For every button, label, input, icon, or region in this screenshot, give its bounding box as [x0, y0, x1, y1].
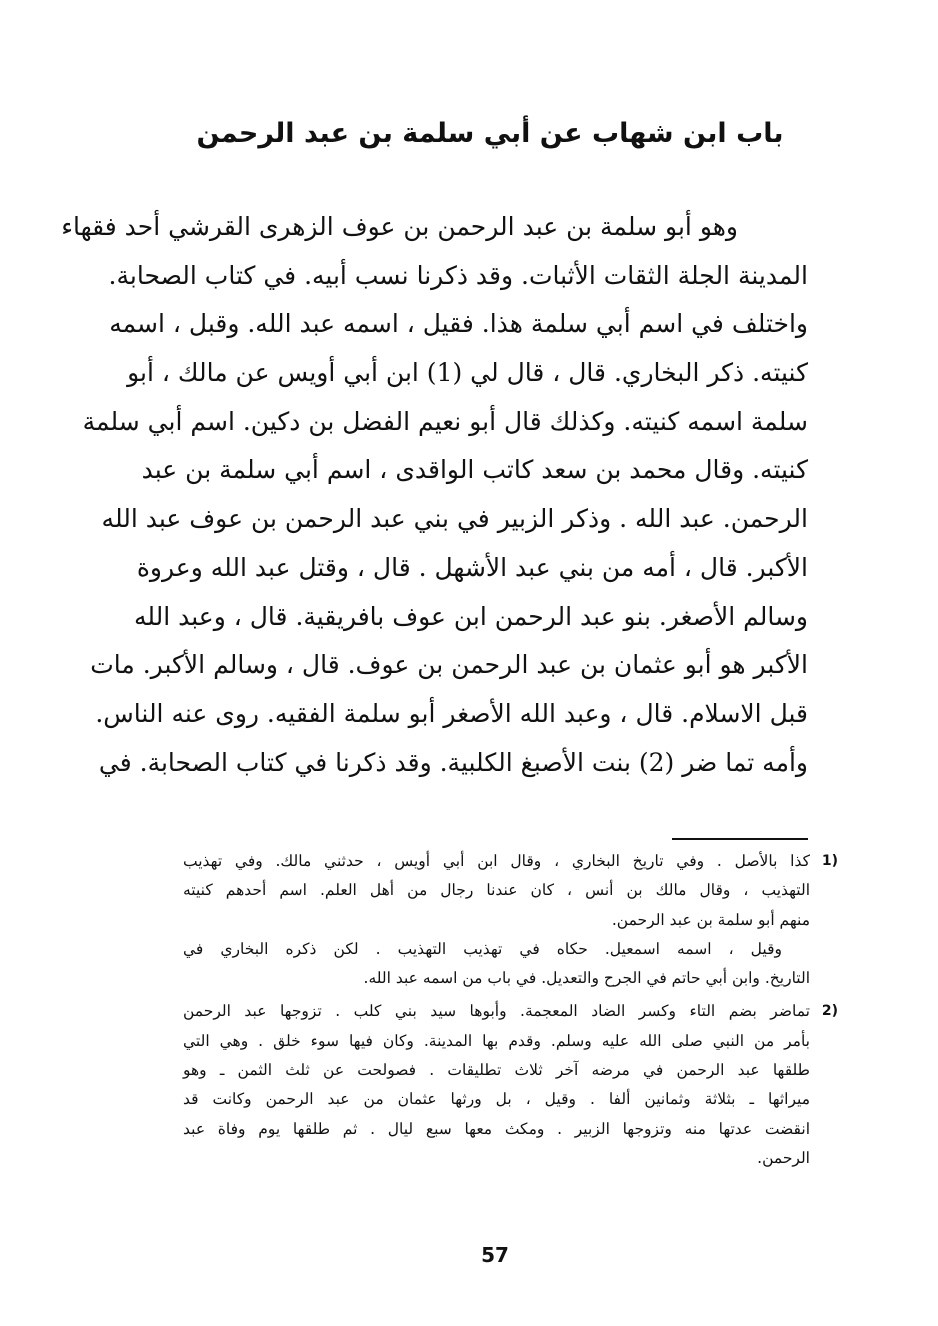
footnote-line: وقيل ، اسمه اسمعيل. حكاه في تهذيب التهذيب . لكن ذكره البخاري في — [183, 939, 782, 958]
body-line: واختلف في اسم أبي سلمة هذا. فقيل ، اسمه عبد الله. وقبل ، اسمه — [109, 309, 808, 339]
footnote-number: 2) — [821, 1003, 838, 1020]
body-line: قبل الاسلام. قال ، وعبد الله الأصغر أبو سلمة الفقيه. روى عنه الناس. — [95, 698, 808, 728]
page-number: 57 — [481, 1243, 509, 1267]
footnote-line: ميراثها ـ بثلاثة وثمانين ألفا . وقيل ، بل ورثها عثمان من عبد الرحمن وكانت قد — [183, 1090, 810, 1109]
body-line: المدينة الجلة الثقات الأثبات. وقد ذكرنا نسب أبيه. في كتاب الصحابة. — [108, 260, 808, 290]
body-line: وسالم الأصغر. بنو عبد الرحمن ابن عوف بافريقية. قال ، وعبد الله — [133, 601, 808, 631]
footnote-line: انقضت عدتها منه وتزوجها الزبير . ومكث معها سبع ليال . ثم طلقها يوم وفاة عبد — [183, 1119, 810, 1138]
footnote-line: منهم أبو سلمة بن عبد الرحمن. — [611, 910, 810, 929]
body-line: الأكبر. قال ، أمه من بني عبد الأشهل . قال ، وقتل عبد الله وعروة — [136, 552, 808, 582]
footnote-line: التاريخ. وابن أبي حاتم في الجرح والتعديل. في باب من اسمه عبد الله. — [363, 969, 810, 988]
body-line: وأمه تما ضر (2) بنت الأصبغ الكلبية. وقد ذكرنا في كتاب الصحابة. في — [98, 747, 808, 777]
footnote-1 — [183, 847, 838, 993]
footnote-2 — [183, 997, 838, 1173]
body-line: الرحمن. عبد الله . وذكر الزبير في بني عبد الرحمن بن عوف عبد الله — [101, 504, 808, 534]
footnote-line: كذا بالأصل . وفي تاريخ البخاري ، وقال ابن أبي أويس ، حدثني مالك. وفي تهذيب — [183, 852, 810, 870]
body-line: وهو أبو سلمة بن عبد الرحمن بن عوف الزهرى القرشي أحد فقهاء — [61, 212, 738, 241]
footnote-line: طلقها عبد الرحمن في مرضه آخر ثلاث تطليقات . فصولحت عن ثلث الثمن ـ وهو — [183, 1061, 810, 1080]
body-line: كنيته. ذكر البخاري. قال ، قال لي (1) ابن أبي أويس عن مالك ، أبو — [127, 358, 808, 388]
body-text — [61, 203, 808, 787]
page-title: باب ابن شهاب عن أبي سلمة بن عبد الرحمن — [196, 118, 784, 149]
footnote-line: الرحمن. — [757, 1148, 810, 1167]
footnote-line: بأمر من النبي صلى الله عليه وسلم. وقدم بها المدينة. وكان فيها سوء خلق . وهي التي — [183, 1031, 810, 1050]
body-line: سلمة اسمه كنيته. وكذلك قال أبو نعيم الفضل بن دكين. اسم أبي سلمة — [82, 406, 808, 436]
footnote-line: التهذيب ، وقال مالك بن أنس ، كان عندنا رجال من أهل العلم. اسم أحدهم كنيته — [183, 881, 810, 900]
footnote-number: 1) — [821, 853, 838, 869]
footnote-line: تماضر بضم التاء وكسر الضاد المعجمة. وأبوها سيد بني كلب . تزوجها عبد الرحمن — [183, 1002, 810, 1021]
footnotes — [183, 847, 838, 1177]
footnote-divider — [672, 838, 808, 840]
body-line: الأكبر هو أبو عثمان بن عبد الرحمن بن عوف. قال ، وسالم الأكبر. مات — [90, 650, 808, 680]
body-line: كنيته. وقال محمد بن سعد كاتب الواقدى ، اسم أبي سلمة بن عبد — [141, 455, 808, 485]
